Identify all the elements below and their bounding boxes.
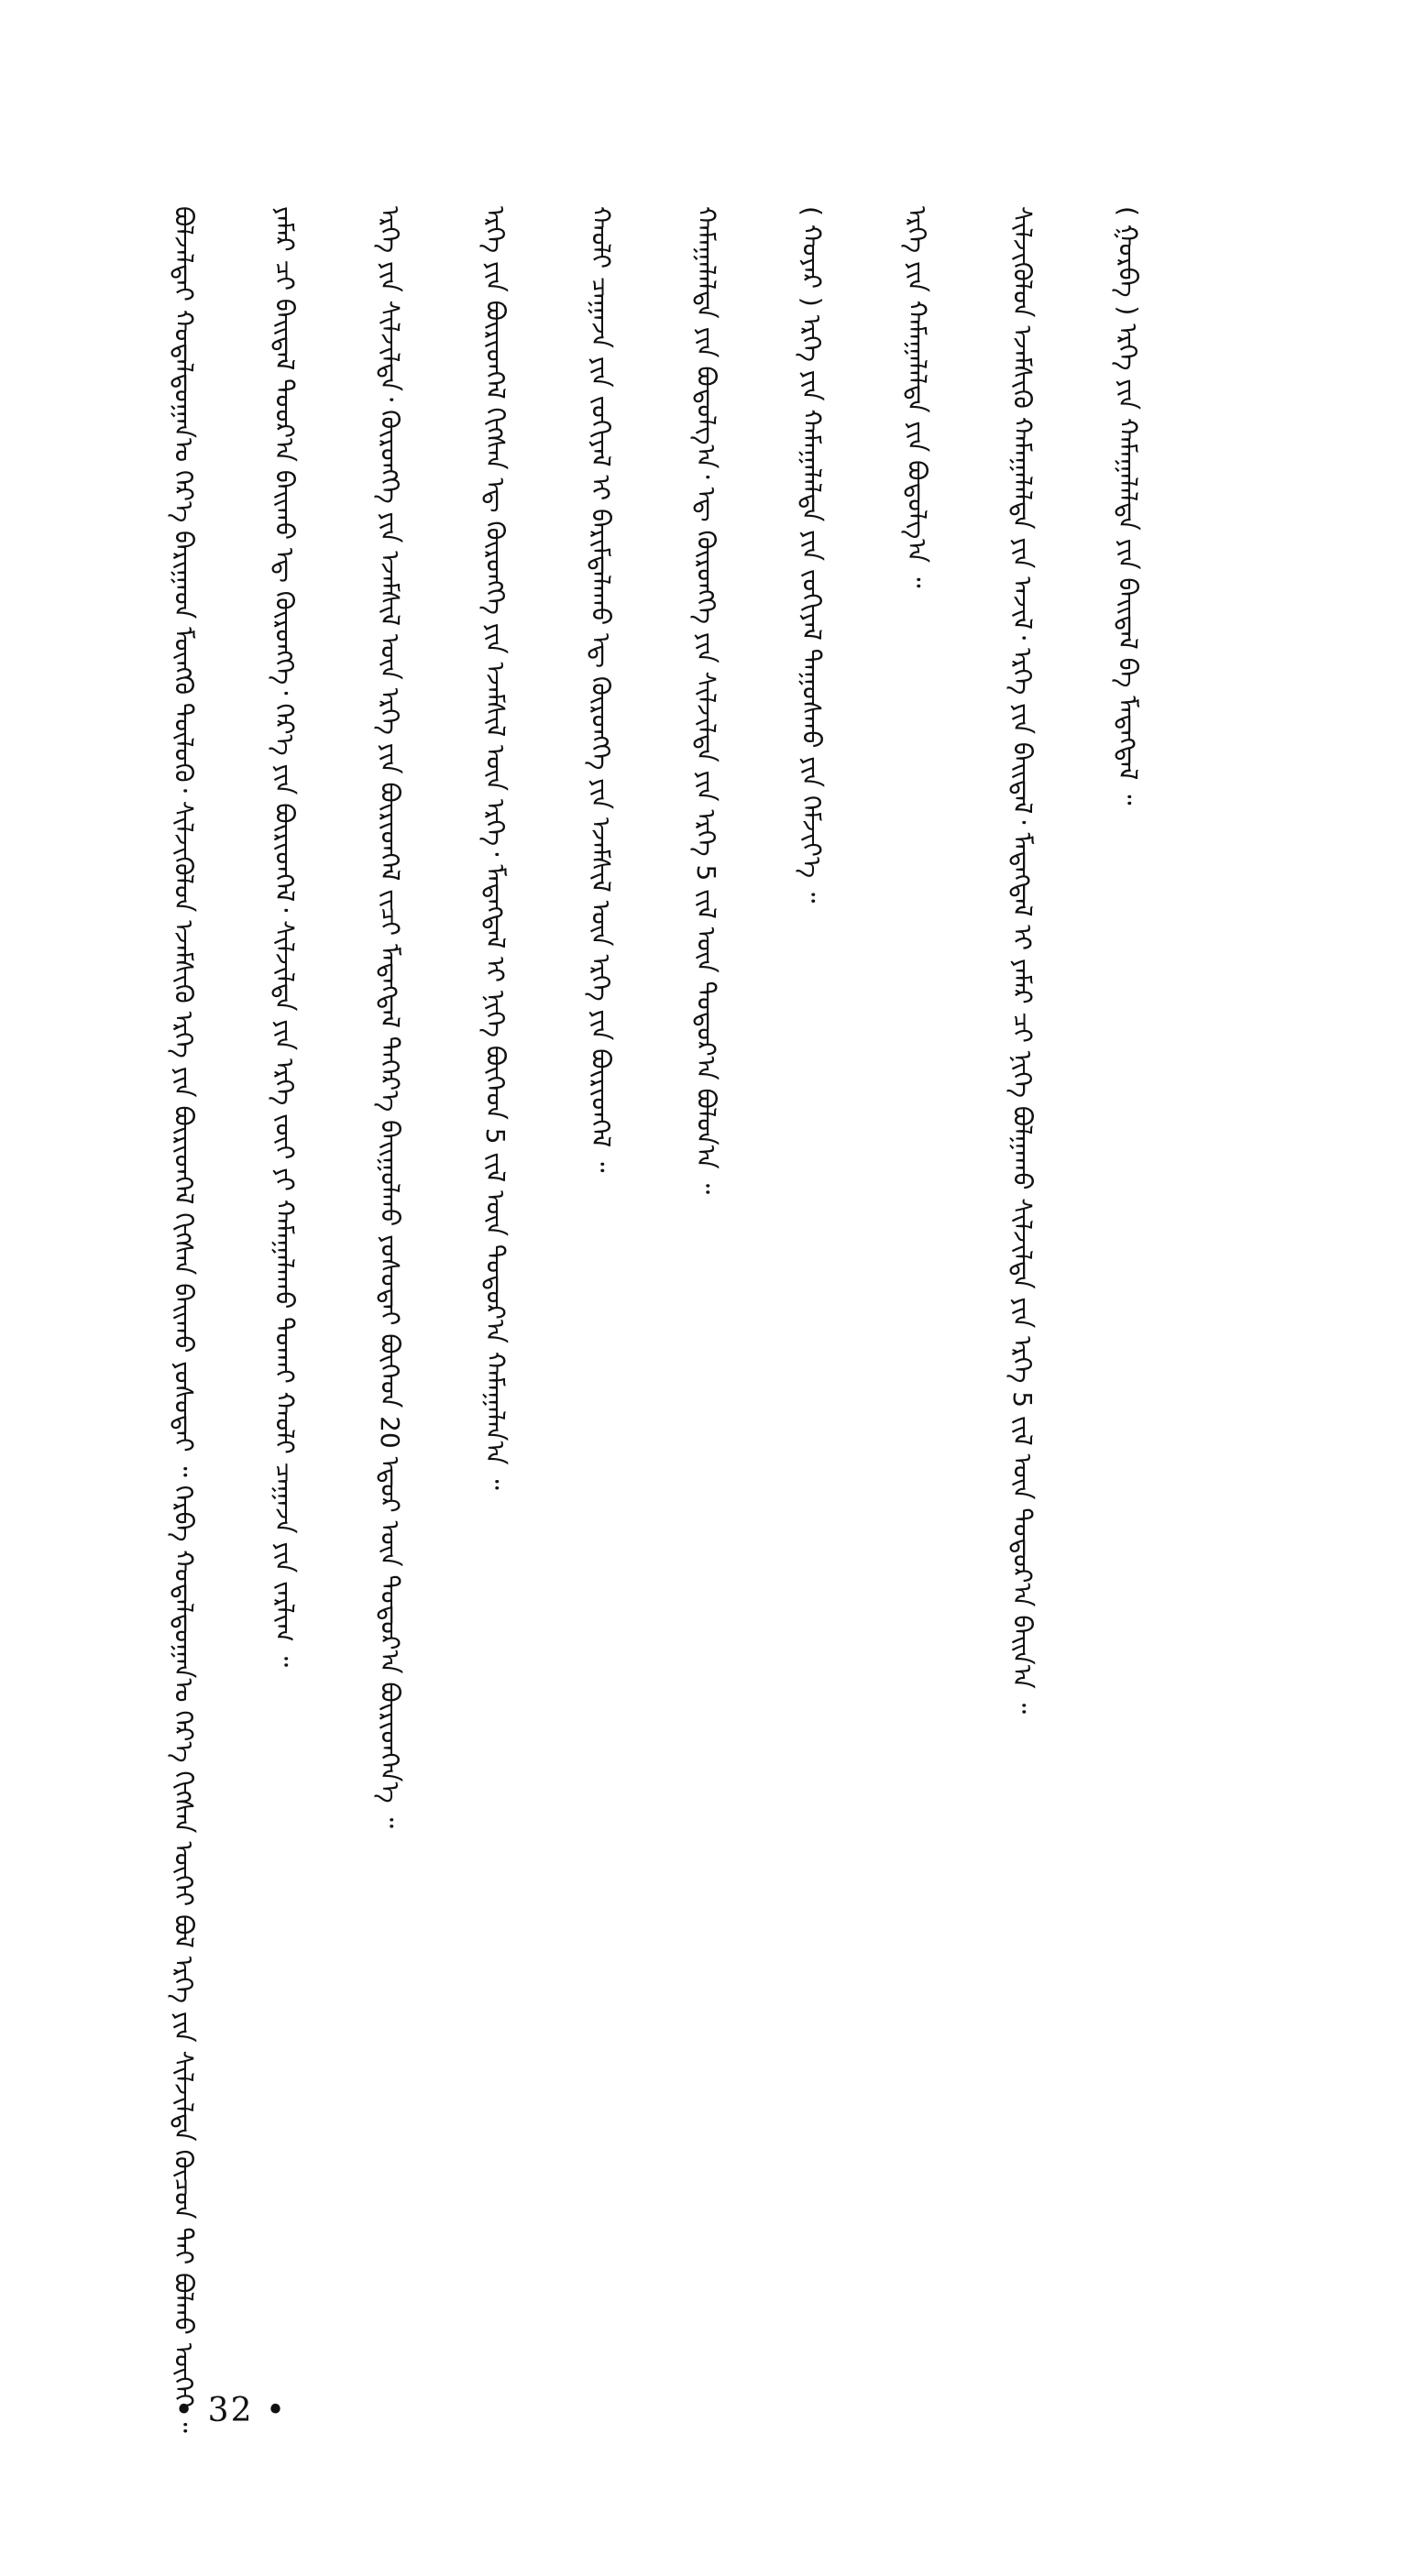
text-column-1: ᠪᠣᠯᠵᠠᠯᠲᠠᠢ ᠬᠣᠳᠠᠯᠳᠤᠭᠠᠨ᠎ᠤ ᠭᠡᠷ᠎ᠡ ᠪᠠᠷᠢᠭᠠᠳ ᠮᠥᠩᠭᠥ ᠲᠥᠯᠥᠬᠦ᠂ ᠰᠢᠯᠵᠢᠭᠦᠯᠦᠨ ᠡᠵᠡᠮᠰᠢᠬᠦ ᠡᠷᠬᠡ ᠶᠢᠨ ᠪᠦᠷᠢᠳᠬᠡᠯ ᠬᠢᠭᠰᠡᠨ ᠪᠠᠢᠬᠤ ᠶᠣᠰᠣᠲᠠᠢ ᠃ ᠬᠡᠷᠪᠡ ᠬᠣᠳᠠᠯᠳᠤᠭᠠᠨ᠎ᠤ ᠭᠡᠷ᠎ᠡ ᠬᠢᠭᠰᠡᠨ ᠦᠭᠡᠢ ᠪᠣᠯ ᠡᠷᠬᠡ ᠶᠢᠨ ᠰᠢᠯᠵᠢᠯᠲᠡ ᠬᠦᠴᠦᠨ ᠲᠡᠢ ᠪᠣᠯᠬᠤ ᠦᠭᠡᠢ ᠃: [169, 206, 199, 2433]
text-column-5: ᠬᠠᠤᠯᠢ ᠴᠠᠭᠠᠵᠠ ᠶᠢᠨ ᠵᠣᠬᠢᠶᠠᠯ ᠢ ᠪᠠᠷᠢᠮᠲᠠᠯᠠᠬᠤ ᠡᠳ᠋ ᠬᠥᠷᠥᠩᠭᠡ ᠶᠢᠨ ᠡᠵᠡᠮᠰᠢᠯ ᠦᠨ ᠡᠷᠬᠡ ᠶᠢᠨ ᠪᠦᠷᠢᠳᠬᠡᠯ ᠃: [586, 206, 616, 1173]
text-column-3: ᠡᠷᠬᠡ ᠶᠢᠨ ᠰᠢᠯᠵᠢᠯᠲᠡ᠂ ᠬᠥᠷᠥᠩᠭᠡ ᠶᠢᠨ ᠡᠵᠡᠮᠰᠢᠯ ᠦᠨ ᠡᠷᠬᠡ ᠶᠢᠨ ᠪᠦᠷᠢᠳᠬᠡᠯ ᠵᠢᠴᠢ ᠮᠡᠳᠡᠭᠳᠡᠯ ᠳᠡᠭᠡᠷ᠎ᠡ ᠪᠠᠢᠭᠤᠯᠬᠤ ᠶᠣᠰᠣᠲᠠᠢ ᠪᠥᠭᠡᠳ 20 ᠡᠳᠦᠷ ᠦᠨ ᠳᠣᠲᠣᠷ᠎ᠠ ᠪᠦᠷᠢᠳᠬᠡᠨ᠎ᠡ ᠃: [375, 206, 405, 1828]
text-column-9: ᠰᠢᠯᠵᠢᠭᠦᠯᠦᠨ ᠡᠵᠡᠮᠰᠢᠬᠦ ᠬᠠᠮᠠᠭᠠᠯᠠᠯᠲᠠ ᠶᠢᠨ ᠠᠵᠢᠯ᠂ ᠡᠷᠬᠡ ᠶᠢᠨ ᠪᠠᠢᠳᠠᠯ᠂ ᠮᠡᠳᠡᠭᠳᠡᠯ ᠢ ᠶᠠᠮᠠᠷ ᠴᠢ ᠨᠢᠭᠡ ᠪᠣᠯᠭᠠᠬᠤ ᠰᠢᠯᠵᠢᠯᠲᠡ ᠶᠢᠨ ᠡᠷᠬᠡ 5 ᠵᠢᠯ ᠦᠨ ᠳᠣᠲᠣᠷ᠎ᠠ ᠪᠠᠢᠨ᠎ᠠ ᠃: [1007, 206, 1038, 1715]
text-column-10: ( ᠭᠤᠷᠪᠠ ) ᠡᠷᠬᠡ ᠶᠢᠨ ᠬᠠᠮᠠᠭᠠᠯᠠᠯᠲᠠ ᠶᠢᠨ ᠪᠠᠢᠳᠠᠯ ᠪᠠ ᠮᠡᠳᠡᠭᠳᠡᠯ ᠃: [1113, 206, 1143, 806]
mongolian-text-block: [156, 206, 1205, 2451]
text-column-7: ( ᠬᠣᠶᠠᠷ ) ᠡᠷᠬᠡ ᠶᠢᠨ ᠬᠠᠮᠠᠭᠠᠯᠠᠯᠲᠠ ᠶᠢᠨ ᠵᠣᠬᠢᠶᠠᠯ ᠳᠠᠭᠤᠰᠬᠤ ᠶᠢᠨ ᠬᠡᠮᠵᠢᠶ᠎ᠡ ᠃: [797, 206, 827, 904]
text-column-2: ᠶᠠᠮᠠᠷ ᠴᠢ ᠪᠠᠢᠳᠠᠯ ᠳᠣᠣᠷ᠎ᠠ ᠪᠠᠢᠬᠤ ᠡᠳ᠋ ᠬᠥᠷᠥᠩᠭᠡ᠂ ᠭᠡᠷ᠎ᠡ ᠶᠢᠨ ᠪᠦᠷᠢᠳᠬᠡᠯ᠂ ᠰᠢᠯᠵᠢᠯᠲᠡ ᠶᠢᠨ ᠡᠷᠬᠡ ᠵᠦᠢ ᠶᠢ ᠬᠠᠮᠠᠭᠠᠯᠠᠬᠤ ᠲᠤᠬᠠᠢ ᠬᠠᠤᠯᠢ ᠴᠠᠭᠠᠵᠠ ᠶᠢᠨ ᠵᠠᠷᠯᠢᠭ ᠃: [269, 206, 300, 1668]
text-column-8: ᠡᠷᠬᠡ ᠶᠢᠨ ᠬᠠᠮᠠᠭᠠᠯᠠᠯᠲᠠ ᠶᠢᠨ ᠪᠣᠳᠣᠯᠭ᠎ᠠ ᠃: [902, 206, 932, 588]
text-column-6: ᠬᠠᠮᠠᠭᠠᠯᠠᠯᠲᠠ ᠶᠢᠨ ᠪᠣᠳᠣᠯᠭ᠎ᠠ᠂ ᠡᠳ᠋ ᠬᠥᠷᠥᠩᠭᠡ ᠶᠢᠨ ᠰᠢᠯᠵᠢᠯᠲᠡ ᠶᠢᠨ ᠡᠷᠬᠡ 5 ᠵᠢᠯ ᠦᠨ ᠳᠣᠲᠣᠷ᠎ᠠ ᠪᠣᠯᠤᠨ᠎ᠠ ᠃: [691, 206, 721, 1194]
text-column-4: ᠡᠷᠬᠡ ᠶᠢᠨ ᠪᠦᠷᠢᠳᠬᠡᠯ ᠬᠢᠭᠰᠡᠨ ᠡᠳ᠋ ᠬᠥᠷᠥᠩᠭᠡ ᠶᠢᠨ ᠡᠵᠡᠮᠰᠢᠯ ᠦᠨ ᠡᠷᠬᠡ᠂ ᠮᠡᠳᠡᠭᠳᠡᠯ ᠢ ᠨᠢᠭᠡ ᠪᠥᠭᠡᠳ 5 ᠵᠢᠯ ᠦᠨ ᠳᠣᠲᠣᠷ᠎ᠠ ᠬᠠᠮᠠᠭᠠᠯᠠᠨ᠎ᠠ ᠃: [480, 206, 511, 1490]
page-number: • 32 •: [174, 2392, 288, 2429]
